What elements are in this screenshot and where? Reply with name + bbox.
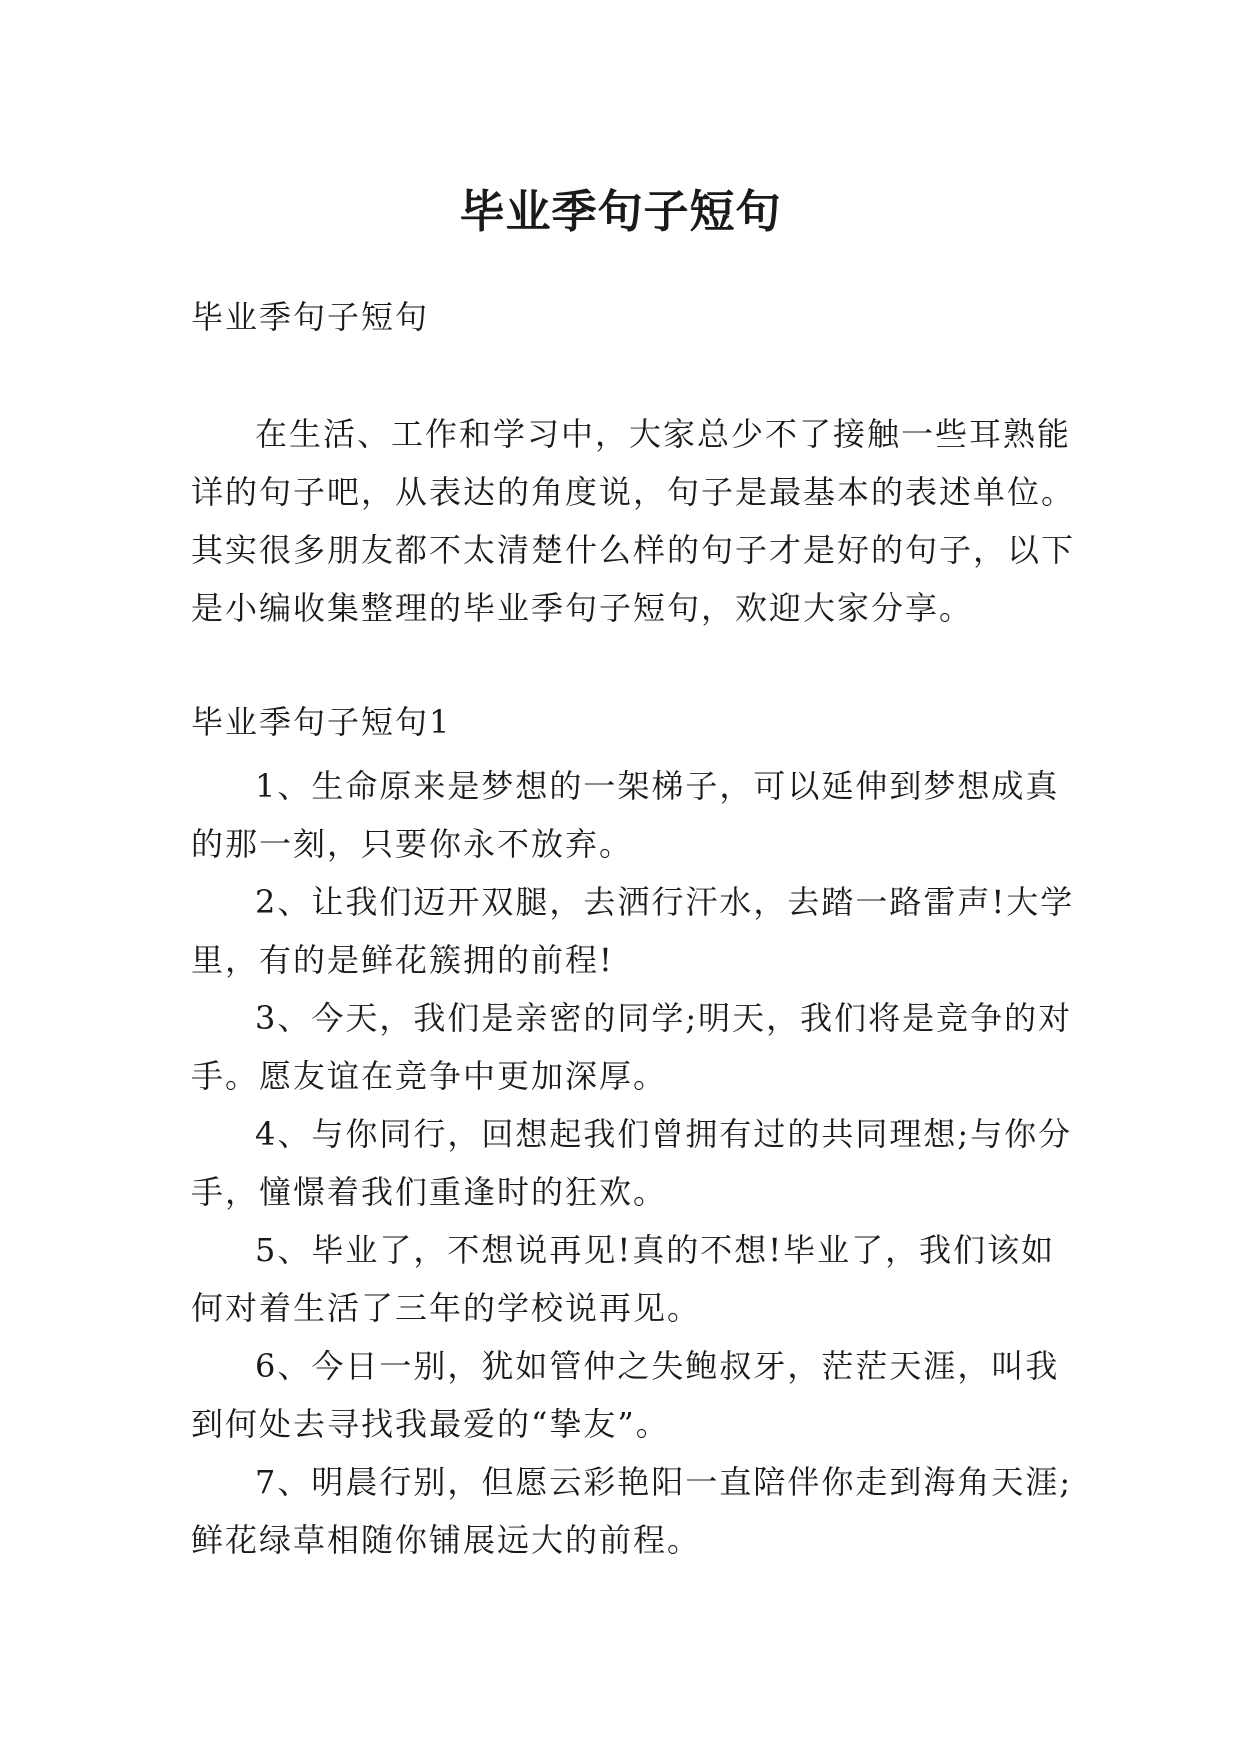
document-subtitle: 毕业季句子短句: [191, 298, 430, 336]
list-item: 1、生命原来是梦想的一架梯子，可以延伸到梦想成真的那一刻，只要你永不放弃。: [191, 767, 1060, 863]
list-item: 2、让我们迈开双腿，去洒行汗水，去踏一路雷声!大学里，有的是鲜花簇拥的前程!: [191, 883, 1075, 979]
list-item: 6、今日一别，犹如管仲之失鲍叔牙，茫茫天涯，叫我到何处去寻找我最爱的“挚友”。: [191, 1347, 1060, 1443]
list-item: 4、与你同行，回想起我们曾拥有过的共同理想;与你分手，憧憬着我们重逢时的狂欢。: [191, 1115, 1073, 1211]
list-item: 5、毕业了，不想说再见!真的不想!毕业了，我们该如何对着生活了三年的学校说再见。: [191, 1231, 1056, 1327]
list-item: 7、明晨行别，但愿云彩艳阳一直陪伴你走到海角天涯;鲜花绿草相随你铺展远大的前程。: [191, 1463, 1073, 1559]
sentence-list: [191, 757, 1081, 1569]
intro-paragraph: 在生活、工作和学习中，大家总少不了接触一些耳熟能详的句子吧，从表达的角度说，句子是最基本的表述单位。其实很多朋友都不太清楚什么样的句子才是好的句子，以下是小编收集整理的毕业季句子短句，欢迎大家分享。: [191, 415, 1076, 627]
list-item: 3、今天，我们是亲密的同学;明天，我们将是竞争的对手。愿友谊在竞争中更加深厚。: [191, 999, 1073, 1095]
section-heading: 毕业季句子短句1: [191, 703, 452, 741]
document-title: 毕业季句子短句: [459, 185, 782, 239]
